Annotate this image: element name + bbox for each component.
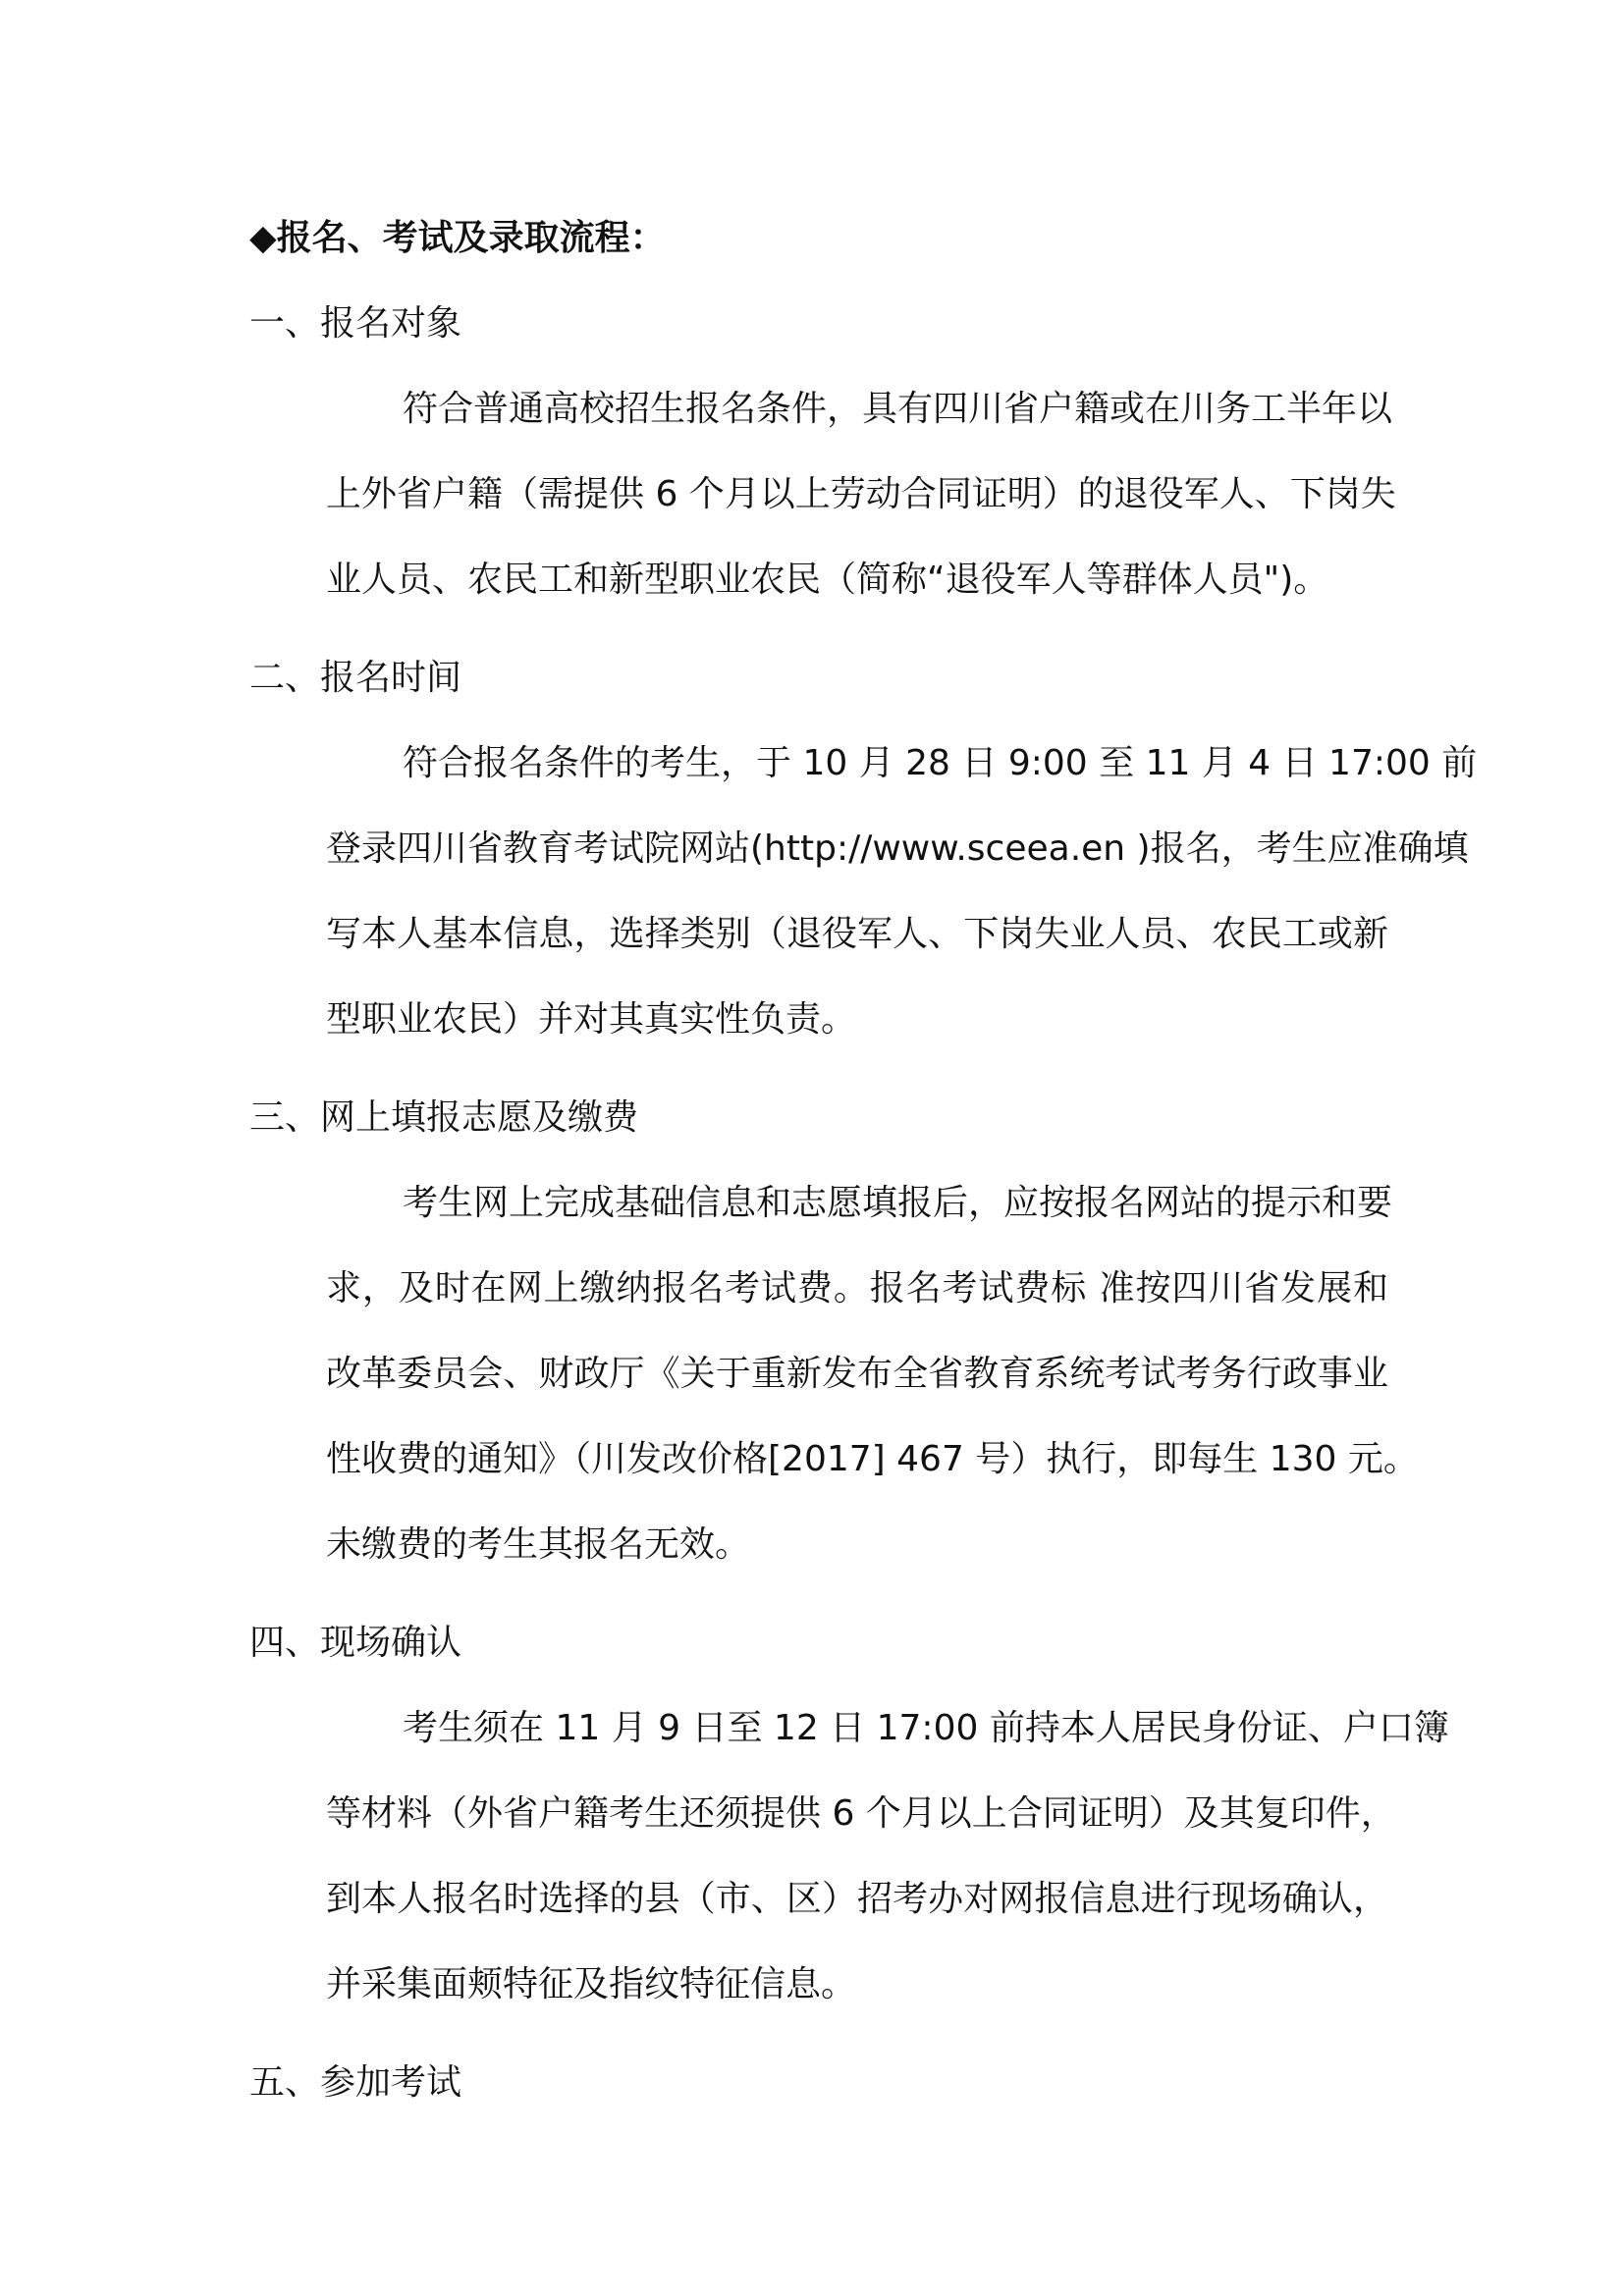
paragraph-line: 改革委员会、财政厅《关于重新发布全省教育系统考试考务行政事业 bbox=[326, 1354, 1388, 1394]
section-paragraph bbox=[249, 366, 1396, 622]
paragraph-line: 求，及时在网上缴纳报名考试费。报名考试费标 准按四川省发展和 bbox=[326, 1268, 1388, 1308]
section-paragraph bbox=[249, 721, 1478, 1062]
section-heading: 五、参加考试 bbox=[249, 2062, 462, 2103]
paragraph-line: 性收费的通知》（川发改价格[2017] 467 号）执行，即每生 130 元。 bbox=[326, 1439, 1419, 1479]
section-heading: 四、现场确认 bbox=[249, 1623, 462, 1663]
section-heading: 二、报名时间 bbox=[249, 658, 462, 698]
paragraph-line: 并采集面颊特征及指纹特征信息。 bbox=[326, 1964, 857, 2004]
paragraph-line: 型职业农民）并对其真实性负责。 bbox=[326, 999, 857, 1040]
paragraph-line: 上外省户籍（需提供 6 个月以上劳动合同证明）的退役军人、下岗失 bbox=[326, 474, 1396, 514]
section-paragraph bbox=[249, 1160, 1419, 1587]
section-heading: 三、网上填报志愿及缴费 bbox=[249, 1097, 639, 1138]
paragraph-line: 符合普通高校招生报名条件，具有四川省户籍或在川务工半年以 bbox=[403, 389, 1393, 429]
paragraph-line: 考生须在 11 月 9 日至 12 日 17:00 前持本人居民身份证、户口簿 bbox=[403, 1708, 1449, 1748]
document-body bbox=[249, 209, 1478, 2139]
paragraph-line: 业人员、农民工和新型职业农民（简称“退役军人等群体人员")。 bbox=[326, 560, 1329, 600]
paragraph-line: 符合报名条件的考生，于 10 月 28 日 9:00 至 11 月 4 日 17:00 前 bbox=[403, 743, 1478, 783]
paragraph-line: 登录四川省教育考试院网站(http://www.sceea.en )报名，考生应准确填 bbox=[326, 828, 1469, 869]
paragraph-line: 写本人基本信息，选择类别（退役军人、下岗失业人员、农民工或新 bbox=[326, 914, 1388, 954]
paragraph-line: 未缴费的考生其报名无效。 bbox=[326, 1524, 751, 1565]
page-title: ◆报名、考试及录取流程： bbox=[249, 218, 666, 258]
paragraph-line: 等材料（外省户籍考生还须提供 6 个月以上合同证明）及其复印件， bbox=[326, 1793, 1396, 1834]
paragraph-line: 到本人报名时选择的县（市、区）招考办对网报信息进行现场确认， bbox=[326, 1879, 1388, 1919]
section-paragraph bbox=[249, 1685, 1449, 2027]
section-heading: 一、报名对象 bbox=[249, 303, 462, 344]
paragraph-line: 考生网上完成基础信息和志愿填报后，应按报名网站的提示和要 bbox=[403, 1183, 1393, 1223]
